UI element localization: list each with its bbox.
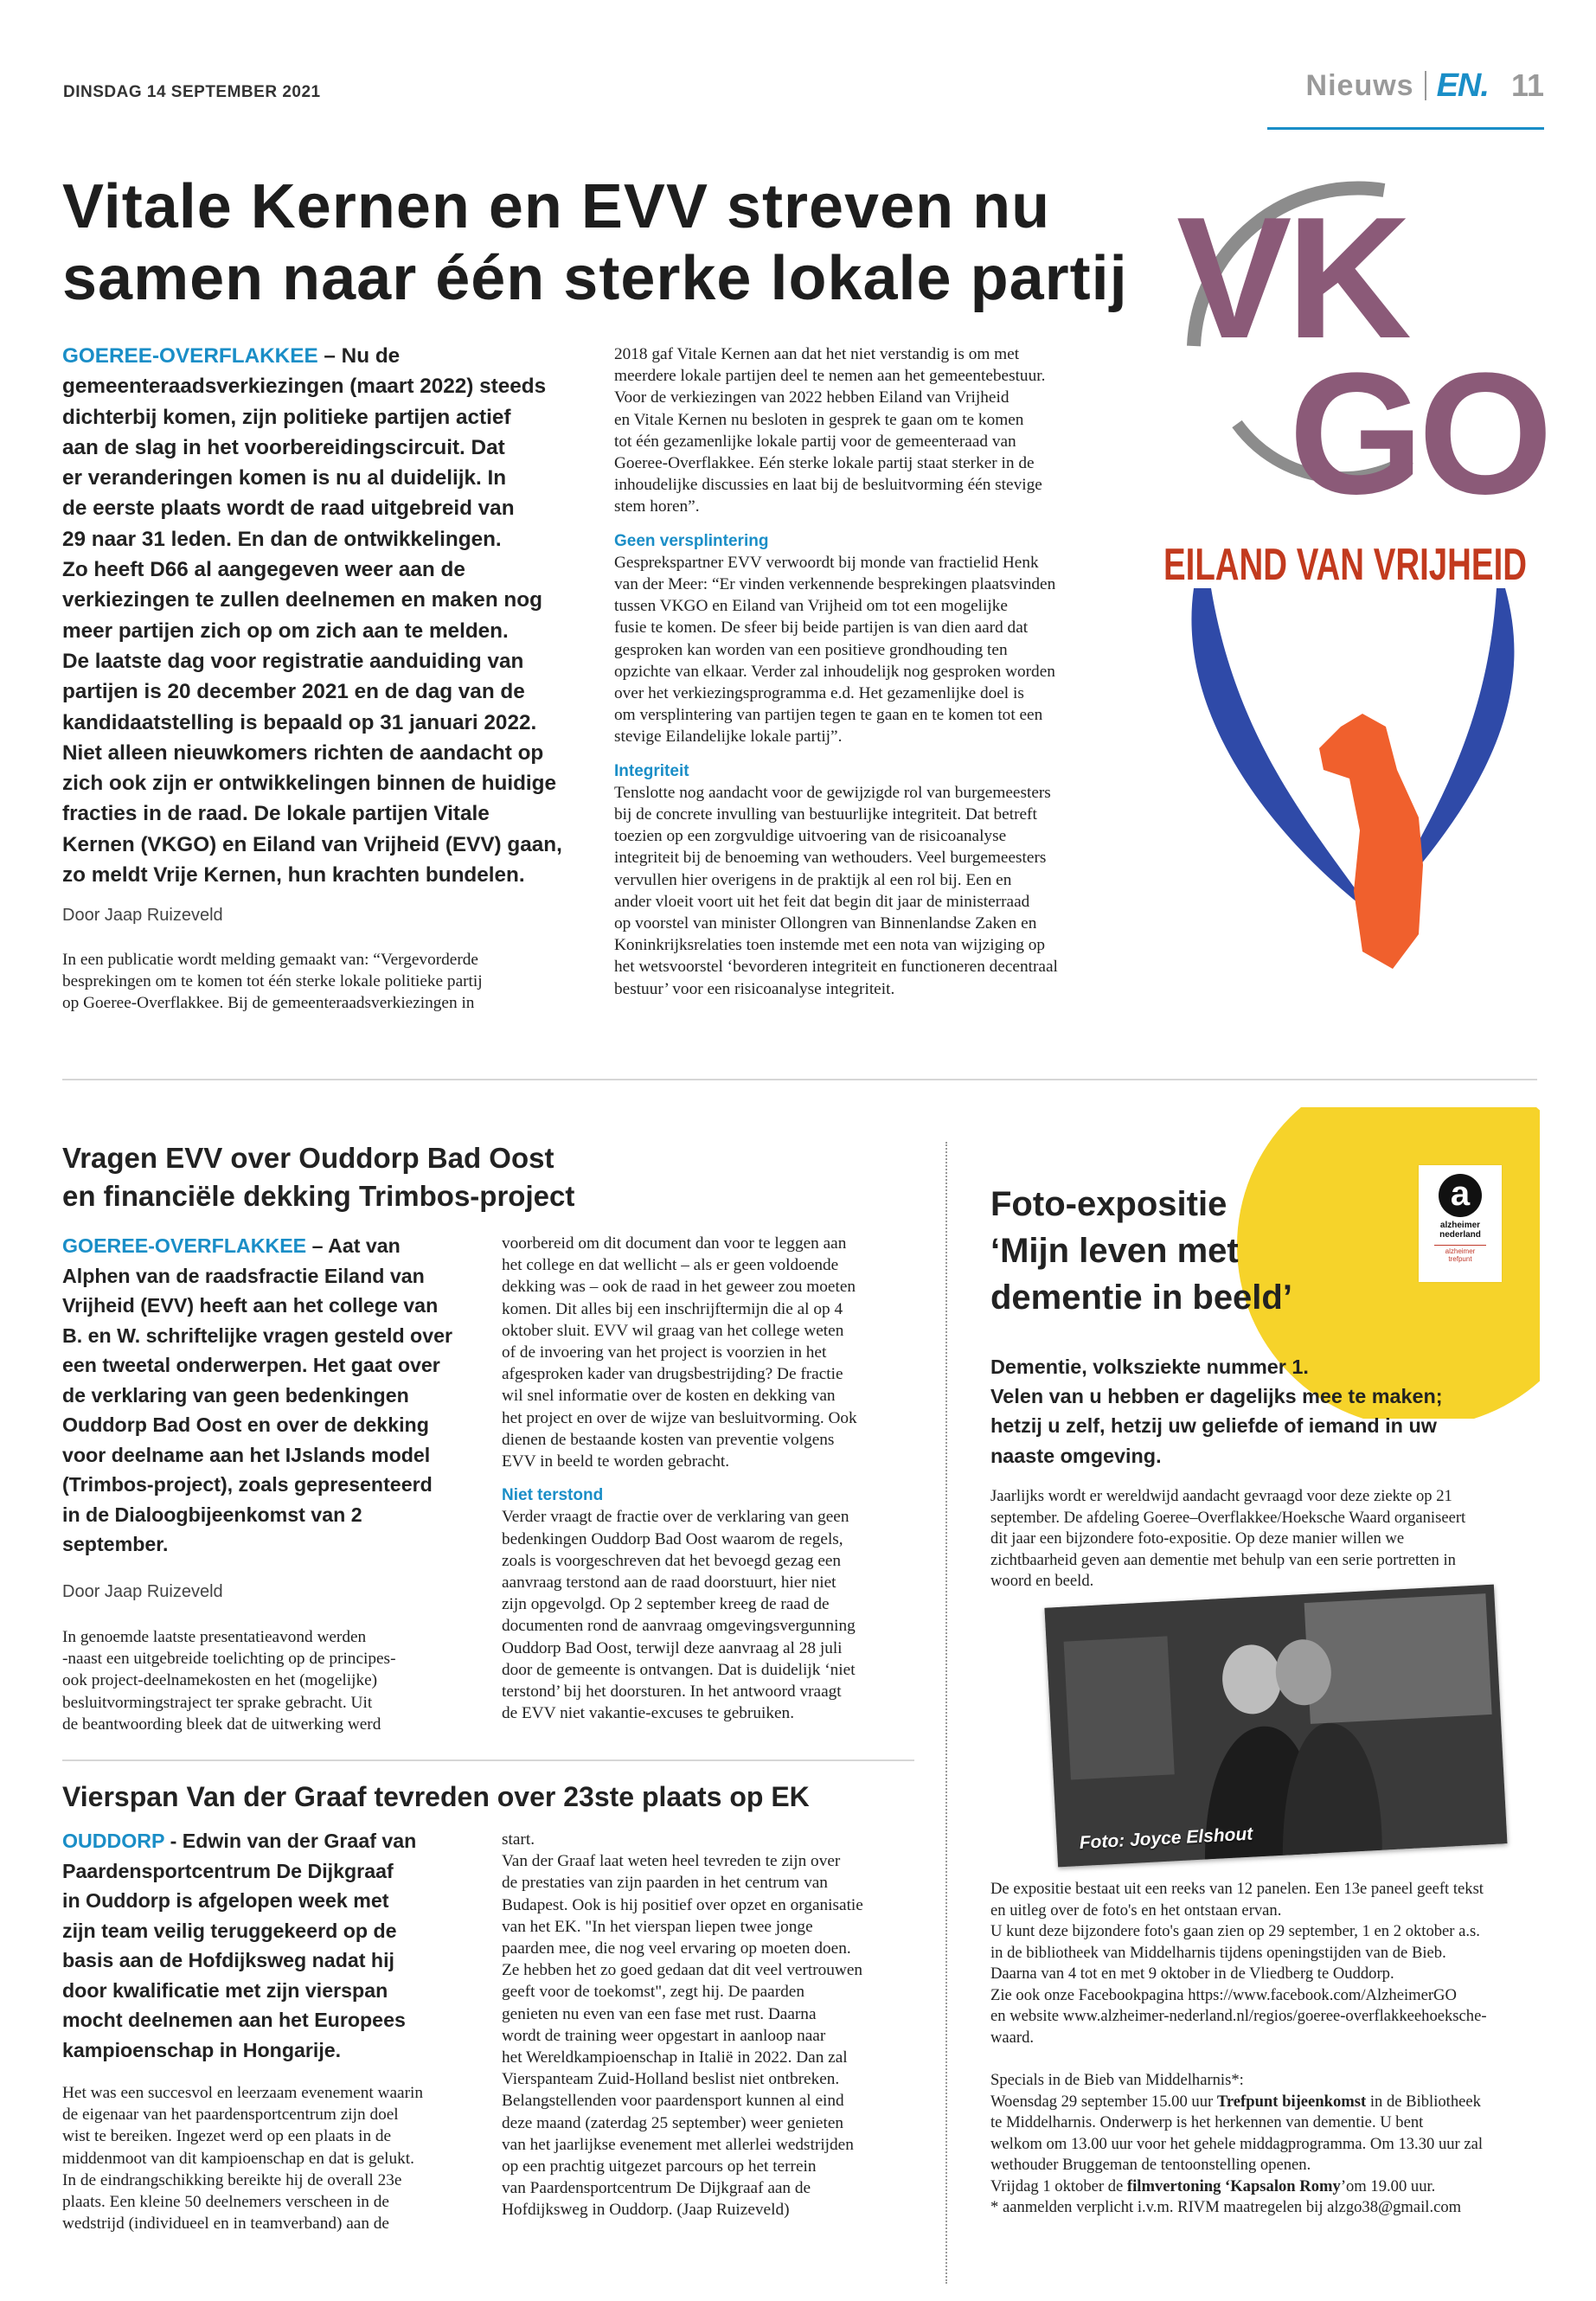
logo-text: nederland (1439, 1230, 1481, 1240)
article2-col1-body: In genoemde laatste presentatieavond werden -naast een uitgebreide toelichting op de principes- ook project-deelnamekosten en het (mogelijke) besluitvormingstraject ter sprake gebracht. Uit de beantwoording bleek dat de uitwerking werd (62, 1628, 396, 1734)
article3-col2-body: start. Van der Graaf laat weten heel tevreden te zijn over de prestaties van zijn paarden in het centrum van Budapest. Ook is hij positief over opzet en organisatie van het EK. "In het vierspan liepen twee jonge paarden mee, die nog veel ervaring op moeten doen. Ze hebben het zo goed gedaan dat dit veel vertrouwen geeft voor de toekomst", zegt hij. De paarden genieten nu even van een fase met rust. Daarna wordt de training weer opgestart in aanloop naar het Wereldkampioenschap in Italië in 2022. Dan zal Vierspanteam Zuid-Holland beslist niet ontbreken. Belangstellenden voor paardensport kunnen al eind deze maand (zaterdag 25 september) weer genieten van het jaarlijkse evenement met allerlei wedstrijden op een prachtig uitgezet parcours op het terrein van Paardensportcentrum De Dijkgraaf aan de Hofdijksweg in Ouddorp. (Jaap Ruizeveld) (502, 1830, 863, 2220)
brand-logo: EN. (1436, 67, 1489, 104)
section-divider (62, 1079, 1537, 1080)
photo-scene (1045, 1585, 1508, 1868)
article4-p1: Jaarlijks wordt er wereldwijd aandacht gevraagd voor deze ziekte op 21 september. De afdeling Goeree–Overflakkee/Hoeksche Waard organiseert dit jaar een bijzondere foto-expositie. Op deze manier willen we zichtbaarheid geven aan dementie met behulp van een serie portretten in woord en beeld. (990, 1487, 1466, 1590)
eiland-van-vrijheid-text: EILAND VAN VRIJHEID (1163, 540, 1527, 590)
island-shape (1319, 714, 1423, 969)
article3-kicker: OUDDORP (62, 1830, 165, 1852)
headline-line: samen naar één sterke lokale partij (62, 244, 1128, 313)
column-separator (945, 1142, 947, 2284)
vkgo-text-go: GO (1289, 337, 1548, 530)
logo-divider (1434, 1245, 1486, 1246)
section-name: Nieuws (1305, 68, 1414, 102)
header-rule (1267, 127, 1544, 130)
article2-byline: Door Jaap Ruizeveld (62, 1582, 223, 1601)
article1-headline (62, 171, 1187, 315)
dementia-photo (1045, 1585, 1508, 1868)
article2-col2-body: voorbereid om dit document dan voor te leggen aan het college en dat wellicht – als er geen voldoende dekking was – ook de raad in het geweer zou moeten komen. Dit alles bij een inschrijftermijn die al op 4 oktober sluit. EVV wil graag van het college weten of de invoering van het project is voorzien in het afgesproken kader van drugsbestrijding? De fractie wil snel informatie over de kosten en dekking van het project en over de wijze van besluitvorming. Ook dienen de bestaande kosten van preventie volgens EVV in beeld te worden gebracht. Niet terstond Verder vraagt de fractie over de verklaring van geen bedenkingen Ouddorp Bad Oost waarom de regels, zoals is voorgeschreven dat het bevoegd gezag een aanvraag terstond aan de raad doorstuurt, hier niet zijn opgevolgd. Op 2 september kreeg de raad de documenten rond de aanvraag omgevingsvergunning Ouddorp Bad Oost, terwijl deze aanvraag al 28 juli door de gemeente is ontvangen. Dat is duidelijk ‘niet terstond’ bij het doorsturen. In het antwoord vraagt de EVV niet vakantie-excuses te gebruiken. (502, 1233, 917, 1724)
article1-byline: Door Jaap Ruizeveld (62, 906, 223, 925)
article-divider (62, 1759, 914, 1761)
photo-caption: Foto: Joyce Elshout (1079, 1823, 1253, 1854)
article2-kicker: GOEREE-OVERFLAKKEE (62, 1234, 307, 1257)
article2-headline: Vragen EVV over Ouddorp Bad Oost en financiële dekking Trimbos-project (62, 1142, 575, 1212)
header-divider (1425, 71, 1426, 100)
article1-col2-body: 2018 gaf Vitale Kernen aan dat het niet verstandig is om met meerdere lokale partijen deel te nemen aan het gemeentebestuur. Voor de verkiezingen van 2022 hebben Eiland van Vrijheid en Vitale Kernen nu besloten in gesprek te gaan om te komen tot één gezamenlijke lokale partij voor de gemeenteraad van Goeree-Overflakkee. Eén sterke lokale partij staat sterker in de inhoudelijke discussies en laat bij de besluitvorming één stevige stem horen”. Geen versplintering Gesprekspartner EVV verwoordt bij monde van fractielid Henk van der Meer: “Er vinden verkennende besprekingen plaatsvinden tussen VKGO en Eiland van Vrijheid om tot een mogelijke fusie te komen. De sfeer bij beide partijen is van dien aard dat gesproken kan worden van een positieve grondhouding ten opzichte van elkaar. Verder zal inhoudelijk nog gesproken worden over het verkiezingsprogramma e.d. Het gezamenlijke doel is om versplintering van partijen tegen te gaan en te komen tot een stevige Eilandelijke lokale partij”. Integriteit Tenslotte nog aandacht voor de gewijzigde rol van burgemeesters bij de concrete invulling van bestuurlijke integriteit. Dat betreft toezien op een zorgvuldige uitvoering van de risicoanalyse integriteit bij de benoeming van wethouders. Veel burgemeesters vervullen hier overigens in de praktijk al een rol bij. Een en ander vloeit voort uit het feit dat begin dit jaar de ministerraad op voorstel van minister Ollongren van Binnenlandse Zaken en Koninkrijksrelaties toen instemde met een nota van wijziging op het wetsvoorstel ‘bevorderen integriteit en functioneren decentraal bestuur’ voor een risicoanalyse integriteit. (614, 343, 1151, 1000)
page-number: 11 (1510, 67, 1544, 103)
specials-title: Specials in de Bieb van Middelharnis*: (990, 2071, 1244, 2089)
logo-text: alzheimer (1439, 1221, 1481, 1230)
article1-lead: GOEREE-OVERFLAKKEE – Nu de gemeenteraadsverkiezingen (maart 2022) steeds dichterbij komen, zijn politieke partijen actief aan de slag in het voorbereidingscircuit. Dat er veranderingen komen is nu al duidelijk. In de eerste plaats wordt de raad uitgebreid van 29 naar 31 leden. En dan de ontwikkelingen. Zo heeft D66 al aangegeven weer aan de verkiezingen te zullen deelnemen en maken nog meer partijen zich op om zich aan te melden. De laatste dag voor registratie aanduiding van partijen is 20 december 2021 en de dag van de kandidaatstelling is bepaald op 31 januari 2022. Niet alleen nieuwkomers richten de aandacht op zich ook zijn er ontwikkelingen binnen de huidige fracties in de raad. De lokale partijen Vitale Kernen (VKGO) en Eiland van Vrijheid (EVV) gaan, zo meldt Vrije Kernen, hun krachten bundelen. (62, 344, 562, 888)
article4-headline: Foto-expositie ‘Mijn leven met dementie in beeld’ (990, 1185, 1292, 1317)
logo-text: trefpunt (1448, 1255, 1472, 1263)
page-header (1306, 66, 1544, 106)
article1-kicker: GOEREE-OVERFLAKKEE (62, 344, 318, 368)
article1-col1-body: In een publicatie wordt melding gemaakt van: “Vergevorderde besprekingen om te komen tot één sterke lokale politieke partij op Goeree-Overflakkee. Bij de gemeenteraadsverkiezingen in (62, 951, 483, 1013)
photo-shelf (1064, 1636, 1175, 1779)
vkgo-text-vk: VK (1176, 182, 1407, 375)
article3-col1-body: Het was een succesvol en leerzaam evenement waarin de eigenaar van het paardensportcentrum zijn doel wist te bereiken. Ingezet werd op een plaats in de middenmoot van dit kampioenschap en dat is gelukt. In de eindrangschikking bereikte hij de overall 23e plaats. Een kleine 50 deelnemers verscheen in de wedstrijd (individueel en in teamverband) aan de (62, 2084, 424, 2234)
subheading: Geen versplintering (614, 531, 769, 550)
headline-line: Vitale Kernen en EVV streven nu (62, 172, 1051, 241)
article4-intro: Dementie, volksziekte nummer 1. Velen van u hebben er dagelijks mee te maken; hetzij u zelf, hetzij uw geliefde of iemand in uw naaste omgeving. (990, 1356, 1443, 1467)
logo-text: alzheimer (1445, 1247, 1476, 1255)
article2-lead: GOEREE-OVERFLAKKEE – Aat van Alphen van de raadsfractie Eiland van Vrijheid (EVV) heeft aan het college van B. en W. schriftelijke vragen gesteld over een tweetal onderwerpen. Het gaat over de verklaring van geen bedenkingen Ouddorp Bad Oost en over de dekking voor deelname aan het IJslands model (Trimbos-project), zoals gepresenteerd in de Dialoogbijeenkomst van 2 september. (62, 1234, 453, 1555)
article3-headline: Vierspan Van der Graaf tevreden over 23ste plaats op EK (62, 1781, 810, 1812)
alzheimer-logo (1419, 1165, 1502, 1282)
article3-lead: OUDDORP - Edwin van der Graaf van Paardensportcentrum De Dijkgraaf in Ouddorp is afgelopen week met zijn team veilig teruggekeerd op de basis aan de Hofdijksweg nadat hij door kwalificatie met zijn vierspan mocht deelnemen aan het Europees kampioenschap in Hongarije. (62, 1830, 417, 2061)
photo-window (1304, 1593, 1492, 1724)
vkgo-logo (1159, 173, 1548, 1003)
article4-specials: Specials in de Bieb van Middelharnis*: Woensdag 29 september 15.00 uur Trefpunt bijeenkomst in de Bibliotheek te Middelharnis. Onderwerp is het herkennen van dementie. U bent welkom om 13.00 uur voor het gehele middagprogramma. Om 13.30 uur zal wethouder Bruggeman de tentoonstelling openen. Vrijdag 1 oktober de filmvertoning ‘Kapsalon Romy’om 19.00 uur. * aanmelden verplicht i.v.m. RIVM maatregelen bij alzgo38@gmail.com (990, 2070, 1544, 2219)
alzheimer-a-icon: a (1439, 1174, 1482, 1217)
subheading: Niet terstond (502, 1486, 604, 1505)
article4-p2: De expositie bestaat uit een reeks van 12 panelen. Een 13e paneel geeft tekst en uitleg over de foto's en het ontstaan ervan. U kunt deze bijzondere foto's gaan zien op 29 september, 1 en 2 oktober a.s. in de bibliotheek van Middelharnis tijdens openingstijden van de Bieb. Daarna van 4 tot en met 9 oktober in de Vliedberg te Ouddorp. Zie ook onze Facebookpagina https://www.facebook.com/AlzheimerGO en website www.alzheimer-nederland.nl/regios/goeree-overflakkeehoeksche- waard. (990, 1880, 1487, 2047)
subheading: Integriteit (614, 761, 689, 780)
issue-date: DINSDAG 14 SEPTEMBER 2021 (63, 83, 321, 101)
